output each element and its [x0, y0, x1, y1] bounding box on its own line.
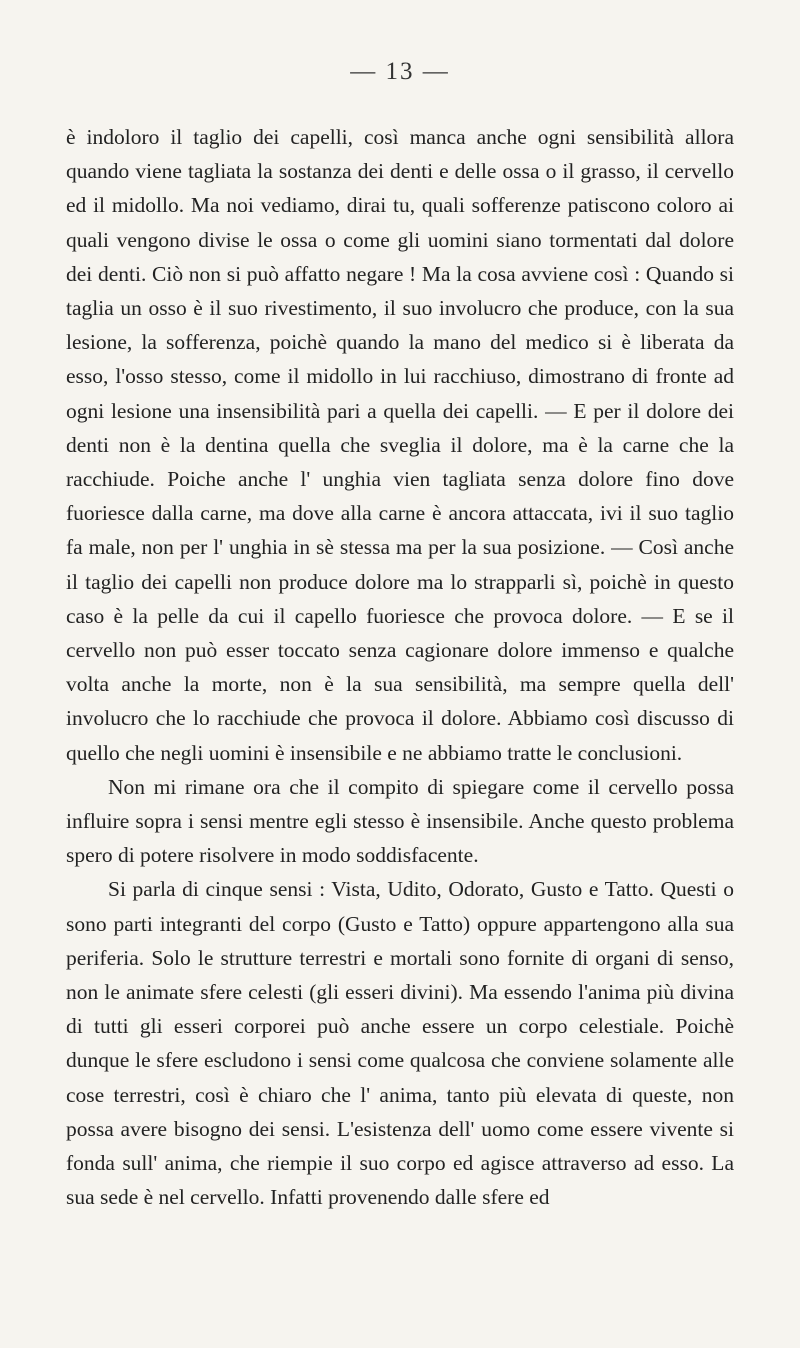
- text-body: [66, 120, 734, 1215]
- paragraph-3: Si parla di cinque sensi : Vista, Udito, Odorato, Gusto e Tatto. Questi o sono parti integranti del corpo (Gusto e Tatto) oppure appartengono alla sua periferia. Solo le strutture terrestri e mortali sono fornite di organi di senso, non le animate sfere celesti (gli esseri divini). Ma essendo l'anima più divina di tutti gli esseri corporei può anche essere un corpo celestiale. Poichè dunque le sfere escludono i sensi come qualcosa che conviene solamente alle cose terrestri, così è chiaro che l' anima, tanto più elevata di queste, non possa avere bisogno dei sensi. L'esistenza dell' uomo come essere vivente si fonda sull' anima, che riempie il suo corpo ed agisce attraverso ad esso. La sua sede è nel cervello. Infatti provenendo dalle sfere ed: [66, 877, 734, 1210]
- paragraph-2: Non mi rimane ora che il compito di spiegare come il cervello possa influire sopra i sensi mentre egli stesso è insensibile. Anche questo problema spero di potere risolvere in modo soddisfacente.: [66, 774, 734, 868]
- paragraph-1: è indoloro il taglio dei capelli, così manca anche ogni sensibilità allora quando viene tagliata la sostanza dei denti e delle ossa o il grasso, il cervello ed il midollo. Ma noi vediamo, dirai tu, quali sofferenze patiscono coloro ai quali vengono divise le ossa o come gli uomini siano tormentati dal dolore dei denti. Ciò non si può affatto negare ! Ma la cosa avviene così : Quando si taglia un osso è il suo rivestimento, il suo involucro che produce, con la sua lesione, la sofferenza, poichè quando la mano del medico si è liberata da esso, l'osso stesso, come il midollo in lui racchiuso, dimostrano di fronte ad ogni lesione una insensibilità pari a quella dei capelli. — E per il dolore dei denti non è la dentina quella che sveglia il dolore, ma è la carne che la racchiude. Poiche anche l' unghia vien tagliata senza dolore fino dove fuoriesce dalla carne, ma dove alla carne è ancora attaccata, ivi il suo taglio fa male, non per l' unghia in sè stessa ma per la sua posizione. — Così anche il taglio dei capelli non produce dolore ma lo strapparli sì, poichè in questo caso è la pelle da cui il capello fuoriesce che provoca dolore. — E se il cervello non può esser toccato senza cagionare dolore immenso e qualche volta anche la morte, non è la sua sensibilità, ma sempre quella dell' involucro che lo racchiude che provoca il dolore. Abbiamo così discusso di quello che negli uomini è insensibile e ne abbiamo tratte le conclusioni.: [66, 125, 734, 765]
- page-number: — 13 —: [350, 58, 450, 85]
